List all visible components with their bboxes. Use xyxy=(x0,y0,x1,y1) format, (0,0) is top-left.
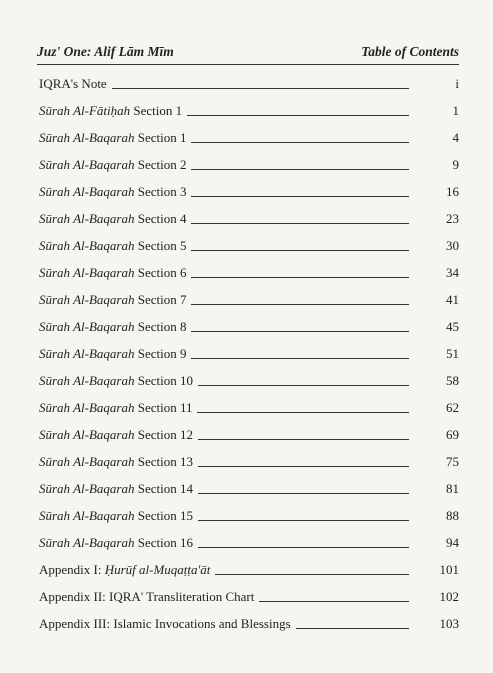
toc-entry-label: IQRA's Note xyxy=(39,75,107,91)
toc-entry-title xyxy=(39,157,186,173)
toc-entry-surah-name: Sūrah Al-Baqarah xyxy=(39,129,135,145)
toc-entry[interactable] xyxy=(39,529,459,556)
toc-leader-line xyxy=(191,322,409,332)
toc-entry-title xyxy=(39,562,210,578)
toc-entry[interactable] xyxy=(39,70,459,97)
toc-entry-label: Section 11 xyxy=(134,399,193,415)
toc-entry-surah-name: Sūrah Al-Baqarah xyxy=(39,183,135,199)
toc-entry[interactable] xyxy=(39,151,459,178)
toc-entry-label: Section 7 xyxy=(134,291,187,307)
toc-leader-line xyxy=(112,79,409,89)
toc-entry-surah-name: Sūrah Al-Baqarah xyxy=(39,237,135,253)
toc-leader-line xyxy=(191,295,409,305)
toc-entry[interactable] xyxy=(39,286,459,313)
toc-page-number: 88 xyxy=(446,507,459,523)
running-header xyxy=(37,44,459,60)
toc-page-number: 34 xyxy=(446,264,459,280)
toc-entry-surah-name: Sūrah Al-Baqarah xyxy=(39,480,135,496)
toc-entry-label: Section 8 xyxy=(134,318,187,334)
toc-entry-label: Section 5 xyxy=(134,237,187,253)
toc-leader-line xyxy=(198,457,409,467)
toc-entry[interactable] xyxy=(39,232,459,259)
toc-page-number: 94 xyxy=(446,534,459,550)
toc-leader-line xyxy=(198,376,409,386)
toc-entry-title xyxy=(39,211,186,227)
toc-entry-label: Section 3 xyxy=(134,183,187,199)
toc-entry[interactable] xyxy=(39,610,459,637)
toc-entry-label: Section 4 xyxy=(134,210,187,226)
toc-entry[interactable] xyxy=(39,124,459,151)
toc-entry-label: Section 12 xyxy=(134,426,193,442)
toc-leader-line xyxy=(191,241,409,251)
toc-leader-line xyxy=(191,268,409,278)
toc-leader-line xyxy=(191,187,409,197)
toc-leader-line xyxy=(187,106,409,116)
toc-entry[interactable] xyxy=(39,340,459,367)
toc-entry-title xyxy=(39,454,193,470)
toc-page-number: i xyxy=(455,75,459,91)
toc-entry[interactable] xyxy=(39,556,459,583)
header-rule xyxy=(37,64,459,65)
toc-entry-label: Section 2 xyxy=(134,156,187,172)
toc-page-number: 62 xyxy=(446,399,459,415)
toc-page-number: 4 xyxy=(452,129,459,145)
toc-entry-italic-suffix: Ḥurūf al-Muqaṭṭa'āt xyxy=(104,561,211,577)
toc-entry-title xyxy=(39,373,193,389)
toc-entry-surah-name: Sūrah Al-Baqarah xyxy=(39,318,135,334)
toc-entry-surah-name: Sūrah Al-Baqarah xyxy=(39,210,135,226)
toc-entry-title xyxy=(39,589,254,605)
toc-leader-line xyxy=(191,349,409,359)
toc-entry-title xyxy=(39,319,186,335)
toc-leader-line xyxy=(215,565,409,575)
toc-entry-surah-name: Sūrah Al-Baqarah xyxy=(39,345,135,361)
toc-entry-title xyxy=(39,481,193,497)
toc-entry-surah-name: Sūrah Al-Baqarah xyxy=(39,291,135,307)
toc-page-number: 30 xyxy=(446,237,459,253)
toc-entry[interactable] xyxy=(39,502,459,529)
toc-entry-title xyxy=(39,292,186,308)
toc-entry-label: Section 1 xyxy=(134,129,187,145)
toc-entry-surah-name: Sūrah Al-Fātiḥah xyxy=(39,102,131,118)
toc-entry-surah-name: Sūrah Al-Baqarah xyxy=(39,453,135,469)
toc-entry-label: Section 10 xyxy=(134,372,193,388)
header-section-title: Table of Contents xyxy=(361,44,459,59)
toc-entry-label: Section 9 xyxy=(134,345,187,361)
toc-entry-title xyxy=(39,616,291,632)
toc-entry-surah-name: Sūrah Al-Baqarah xyxy=(39,372,135,388)
toc-entry-title xyxy=(39,427,193,443)
toc-entry-surah-name: Sūrah Al-Baqarah xyxy=(39,426,135,442)
toc-entry-label: Appendix III: Islamic Invocations and Blessings xyxy=(39,615,291,631)
toc-entry-label: Appendix II: IQRA' Transliteration Chart xyxy=(39,588,255,604)
toc-entry-title xyxy=(39,238,186,254)
toc-leader-line xyxy=(191,214,409,224)
toc-leader-line xyxy=(259,592,409,602)
toc-leader-line xyxy=(191,133,409,143)
toc-entry[interactable] xyxy=(39,394,459,421)
toc-page-number: 51 xyxy=(446,345,459,361)
toc-entry-label: Section 16 xyxy=(134,534,193,550)
toc-entry-label: Section 15 xyxy=(134,507,193,523)
toc-entry-surah-name: Sūrah Al-Baqarah xyxy=(39,264,135,280)
toc-entry[interactable] xyxy=(39,178,459,205)
toc-leader-line xyxy=(198,484,409,494)
toc-page-number: 81 xyxy=(446,480,459,496)
toc-entry-label: Section 6 xyxy=(134,264,187,280)
toc-entry[interactable] xyxy=(39,97,459,124)
toc-entry-label: Section 13 xyxy=(134,453,193,469)
toc-entry[interactable] xyxy=(39,583,459,610)
toc-entry-title xyxy=(39,184,186,200)
toc-page-number: 16 xyxy=(446,183,459,199)
toc-entry-label: Appendix I: xyxy=(39,561,105,577)
toc-leader-line xyxy=(198,430,409,440)
toc-page-number: 23 xyxy=(446,210,459,226)
toc-entry-title xyxy=(39,508,193,524)
toc-entry-title xyxy=(39,346,186,362)
toc-page-number: 101 xyxy=(439,561,459,577)
toc-page-number: 75 xyxy=(446,453,459,469)
toc-entry-title xyxy=(39,76,107,92)
table-of-contents xyxy=(39,70,459,637)
toc-leader-line xyxy=(191,160,409,170)
toc-entry-surah-name: Sūrah Al-Baqarah xyxy=(39,507,135,523)
toc-page-number: 1 xyxy=(452,102,459,118)
toc-entry[interactable] xyxy=(39,205,459,232)
toc-entry-title xyxy=(39,400,192,416)
toc-page-number: 102 xyxy=(439,588,459,604)
toc-page-number: 58 xyxy=(446,372,459,388)
toc-entry-title xyxy=(39,265,186,281)
toc-leader-line xyxy=(198,538,409,548)
toc-page-number: 41 xyxy=(446,291,459,307)
toc-entry-title xyxy=(39,130,186,146)
toc-entry-title xyxy=(39,535,193,551)
toc-leader-line xyxy=(296,619,409,629)
toc-entry[interactable] xyxy=(39,421,459,448)
toc-leader-line xyxy=(198,511,409,521)
toc-entry-title xyxy=(39,103,182,119)
toc-entry[interactable] xyxy=(39,259,459,286)
toc-page-number: 69 xyxy=(446,426,459,442)
toc-entry-label: Section 14 xyxy=(134,480,193,496)
toc-entry-label: Section 1 xyxy=(130,102,183,118)
header-book-title: Juz' One: Alif Lām Mīm xyxy=(37,44,174,59)
toc-entry[interactable] xyxy=(39,448,459,475)
toc-entry[interactable] xyxy=(39,313,459,340)
toc-entry[interactable] xyxy=(39,475,459,502)
toc-entry-surah-name: Sūrah Al-Baqarah xyxy=(39,156,135,172)
toc-entry[interactable] xyxy=(39,367,459,394)
toc-entry-surah-name: Sūrah Al-Baqarah xyxy=(39,534,135,550)
toc-page-number: 45 xyxy=(446,318,459,334)
toc-page-number: 103 xyxy=(439,615,459,631)
toc-entry-surah-name: Sūrah Al-Baqarah xyxy=(39,399,135,415)
toc-page-number: 9 xyxy=(452,156,459,172)
toc-leader-line xyxy=(197,403,409,413)
